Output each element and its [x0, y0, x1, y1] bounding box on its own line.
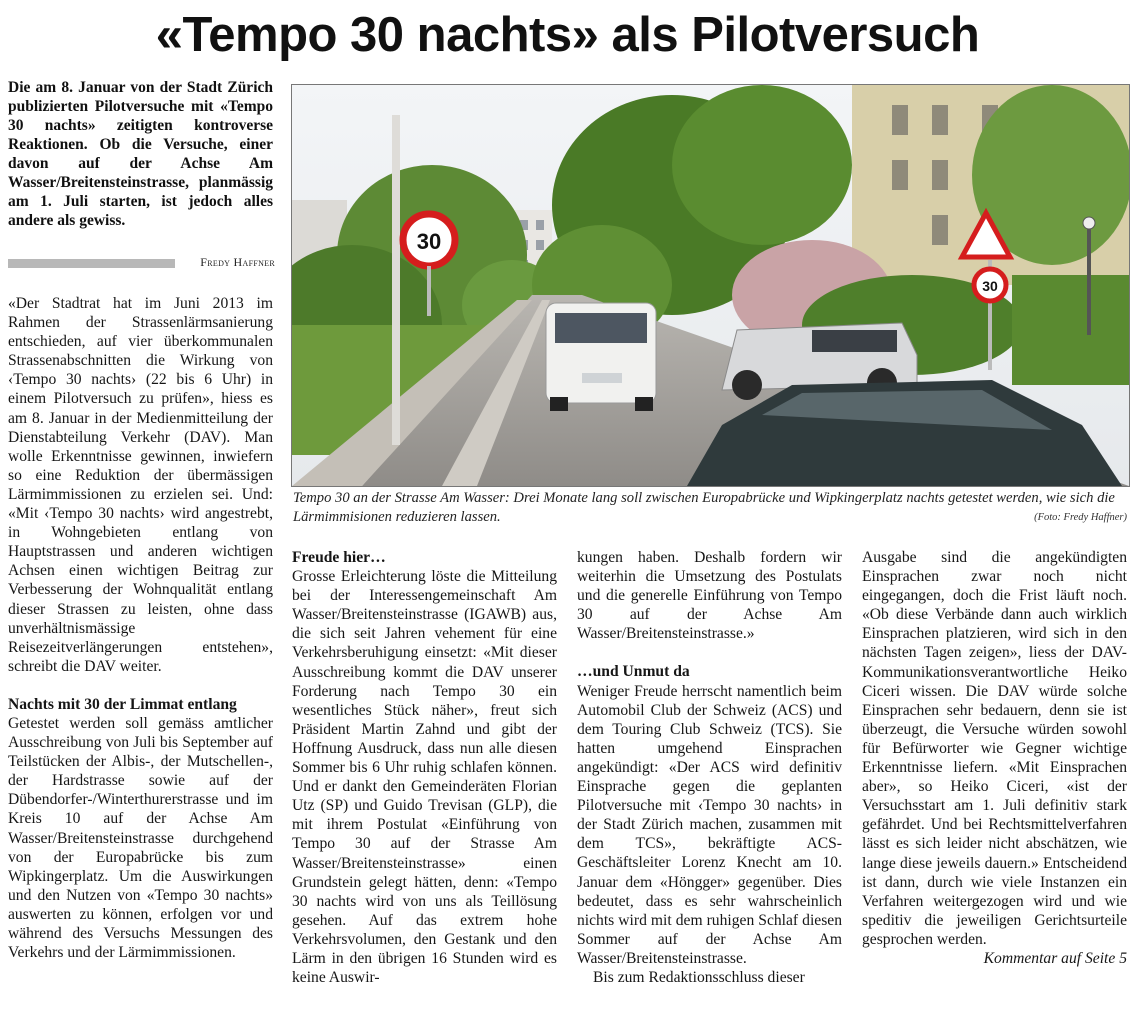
col3-paragraph-2: Weniger Freude herrscht namentlich beim Automobil Club der Schweiz (ACS) und dem Touring Club Schweiz (TCS). Sie hatten umgehend Einsprachen angekündigt: «Der ACS wird definitiv Einsprache gegen die geplanten Pilotversuche mit ‹Tempo 30 nachts› in der Stadt Zürich machen, zusammen mit dem TCS», bekräftigte ACS-Geschäftsleiter Lorenz Knecht am 10. Januar dem «Höngger» gegenüber. Dies bedeutet, dass es sehr wahrscheinlich nichts wird mit dem ruhigen Schlaf diesen Sommer auf der Achse Am Wasser/Breitensteinstrasse.: [577, 682, 842, 967]
article-column-2: [292, 548, 557, 987]
street-photo-illustration: [292, 85, 1129, 486]
col1-paragraph-2: Getestet werden soll gemäss amtlicher Ausschreibung von Juli bis September auf Teilstücken der Albis-, der Mutschellen-, der Hardstrasse sowie auf der Dübendorfer-/Winterthurerstrasse und im Kreis 10 auf der Achse Am Wasser/Breitensteinstrasse durchgehend von der Europabrücke bis zum Wipkingerplatz. Um die Auswirkungen und den Nutzen von «Tempo 30 nachts» auswerten zu können, erfolgen vor und während des Versuchs Messungen des Verkehrs und der Lärmimmissionen.: [8, 714, 273, 962]
kommentar-reference: Kommentar auf Seite 5: [983, 949, 1127, 967]
street-photo: [291, 84, 1130, 487]
speed-sign-left: 30: [416, 229, 442, 254]
lead-paragraph: Die am 8. Januar von der Stadt Zürich publizierten Pilotversuche mit «Tempo 30 nachts» zeitigten kontroverse Reaktionen. Ob die Versuche, einer davon auf der Achse Am Wasser/Breitensteinstrasse, planmässig am 1. Juli starten, ist jedoch alles andere als gewiss.: [8, 79, 273, 229]
byline-bar: [8, 259, 175, 268]
byline: Fredy Haffner: [200, 255, 275, 269]
photo-caption: Tempo 30 an der Strasse Am Wasser: Drei Monate lang soll zwischen Europabrücke und Wipkingerplatz nachts getestet werden, wie sich die Lärmimmisionen reduzieren lassen.: [293, 490, 1115, 525]
col3-subhead: …und Unmut da: [577, 663, 690, 681]
col1-paragraph-1: «Der Stadtrat hat im Juni 2013 im Rahmen der Strassenlärmsanierung entschieden, auf vier überkommunalen Strassenabschnitten die Wirkung von ‹Tempo 30 nachts› (22 bis 6 Uhr) in einem Pilotversuch zu prüfen», hiess es am 8. Januar in der Medienmitteilung der Dienstabteilung Verkehr (DAV). Man wolle Erkenntnisse gewinnen, inwiefern so eine Reduktion der übermässigen Lärmimmissionen zu erzielen sei. Und: «Mit ‹Tempo 30 nachts› wird angestrebt, in Wohngebieten entlang von Hauptstrassen und anderen wichtigen Achsen einen wichtigen Beitrag zur Verbesserung der Wohnqualität entlang dieser Strassen zu leisten, ohne dass unverhältnismässige Reisezeitverlängerungen entstehen», schreibt die DAV weiter.: [8, 295, 273, 675]
col3-paragraph-3: Bis zum Redaktionsschluss dieser: [593, 968, 805, 986]
speed-sign-right: 30: [982, 278, 998, 294]
article-column-4: [862, 548, 1127, 968]
photo-credit: (Foto: Fredy Haffner): [1034, 512, 1127, 523]
article-column-1: [8, 294, 273, 962]
col1-subhead: Nachts mit 30 der Limmat entlang: [8, 695, 237, 713]
col2-subhead: Freude hier…: [292, 549, 386, 566]
col4-paragraph-1: Ausgabe sind die angekündigten Einsprachen zwar noch nicht eingegangen, doch die Frist läuft noch. «Ob diese Verbände dann auch wirklich Einsprachen platzieren, wird sich in den nächsten Tagen zeigen», liess der DAV-Kommunikationsverantwortliche Heiko Ciceri wissen. Die DAV würde solche Einsprachen sehr bedauern, denn sie ist überzeugt, die Versuche würden sowohl für Befürworter wie Gegner wichtige Erkenntnisse liefern. «Mit Einsprachen aber», so Heiko Ciceri, «ist der Versuchsstart am 1. Juli definitiv stark gefährdet. Und bei Rechtsmittelverfahren lässt es sich leider nicht abschätzen, wie lange diese jeweils dauern.» Entscheidend ist dann, durch wie viele Instanzen ein Verfahren weitergezogen wird und wie speditiv die jeweiligen Gerichtsurteile gesprochen werden.: [862, 549, 1127, 948]
article-column-3: [577, 548, 842, 987]
col2-paragraph-1: Grosse Erleichterung löste die Mitteilung bei der Interessengemeinschaft Am Wasser/Breitensteinstrasse (IGAWB) aus, die sich seit Jahren vehement für eine Verkehrsberuhigung einsetzt: «Mit dieser Ausschreibung kommt die DAV unserer Forderung nach Tempo 30 ein wesentliches Stück näher», freut sich Präsident Martin Zahnd und gibt der Hoffnung Ausdruck, dass nun alle diesen Sommer bis 6 Uhr ruhig schlafen können. Und er dankt den Gemeinderäten Florian Utz (SP) und Guido Trevisan (GLP), die mit ihrem Postulat «Einführung von Tempo 30 auf der Strasse Am Wasser/Breitensteinstrasse» einen Grundstein gelegt hätten, denn: «Tempo 30 nachts wird von uns als Teillösung gesehen. Auf das extrem hohe Verkehrsvolumen, den Gestank und den Lärm in den übrigen 16 Stunden wird es keine Auswir-: [292, 568, 557, 987]
headline: «Tempo 30 nachts» als Pilotversuch: [155, 8, 980, 62]
col3-paragraph-1: kungen haben. Deshalb fordern wir weiterhin die Umsetzung des Postulats und die generelle Einführung von Tempo 30 auf der Achse Am Wasser/Breitensteinstrasse.»: [577, 549, 842, 643]
